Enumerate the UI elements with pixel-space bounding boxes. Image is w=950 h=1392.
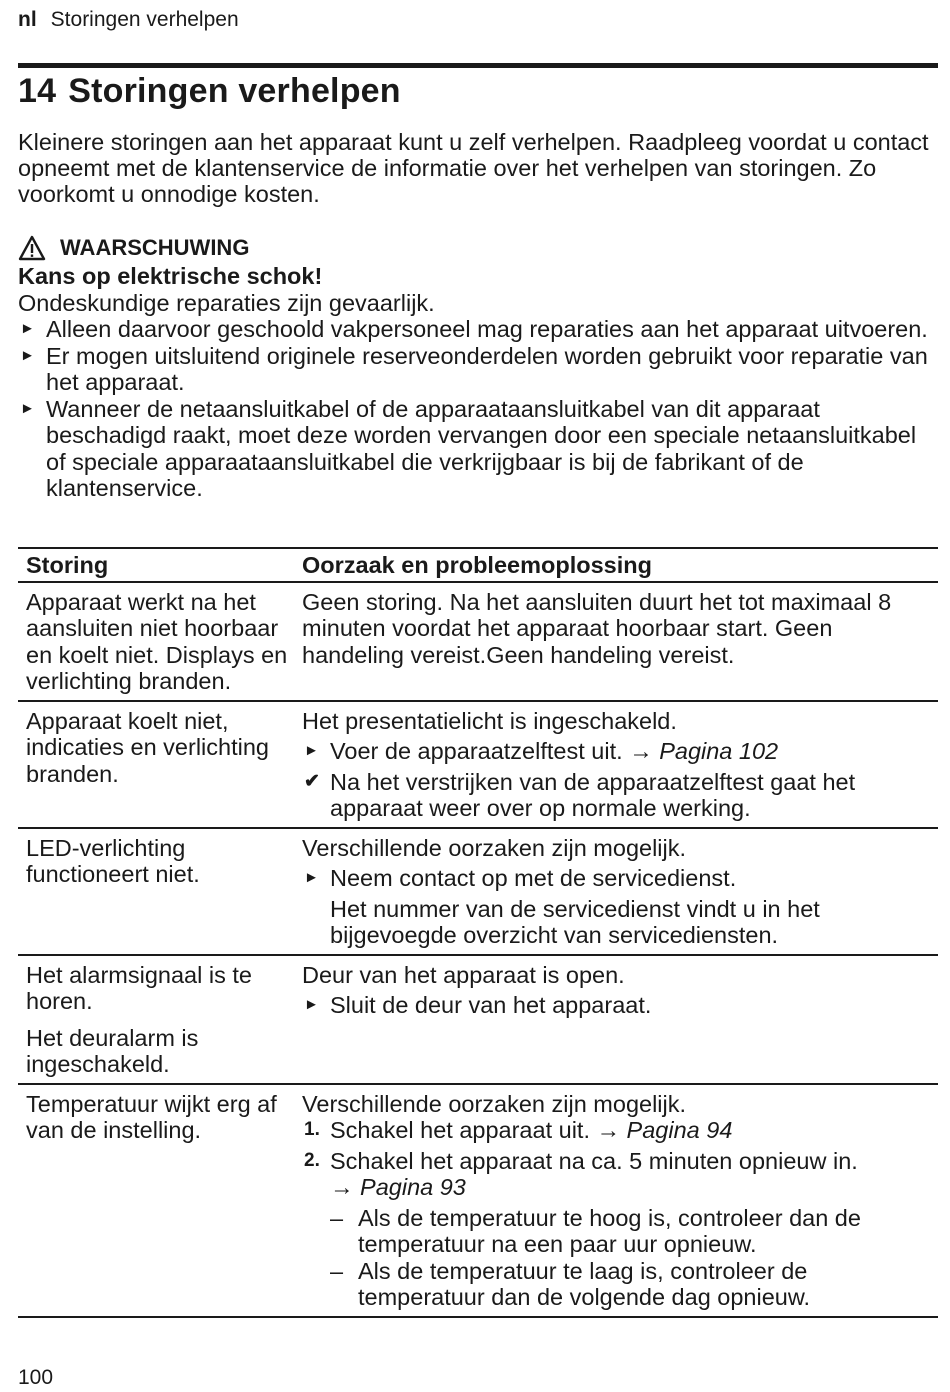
running-header-title: Storingen verhelpen	[50, 8, 239, 31]
action-step	[302, 992, 932, 1019]
arrow-right-icon: →	[629, 738, 653, 764]
page-number: 100	[18, 1366, 54, 1389]
cause-cell	[294, 955, 938, 1084]
numbered-step	[302, 1117, 932, 1144]
bullet-triangle-icon: ►	[304, 742, 319, 759]
warning-bullet	[18, 343, 938, 396]
warning-bullet-text: Er mogen uitsluitend originele reserveonderdelen worden gebruikt voor reparatie van het apparaat.	[46, 342, 928, 395]
step-number: 1.	[304, 1119, 320, 1140]
action-step	[302, 865, 932, 892]
fault-cell	[18, 1084, 294, 1317]
column-header-fault: Storing	[18, 548, 294, 582]
checkmark-icon: ✔	[304, 770, 320, 792]
sub-item-text: Als de temperatuur te laag is, controleer de temperatuur dan de volgende dag opnieuw.	[358, 1257, 811, 1310]
bullet-triangle-icon: ►	[20, 399, 35, 417]
table-row	[18, 955, 938, 1084]
cause-text: Het presentatielicht is ingeschakeld.	[302, 707, 677, 734]
warning-bullet-text: Alleen daarvoor geschoold vakpersoneel mag reparaties aan het apparaat uitvoeren.	[46, 316, 928, 342]
sub-item-text: Als de temperatuur te hoog is, controleer dan de temperatuur na een paar uur opnieuw.	[358, 1204, 861, 1257]
warning-icon	[18, 235, 46, 261]
chapter-number: 14	[18, 72, 57, 110]
fault-text: LED-verlichting functioneert niet.	[26, 834, 200, 887]
warning-label: WAARSCHUWING	[60, 234, 250, 260]
table-header-row	[18, 548, 938, 582]
page-reference[interactable]: Pagina 93	[360, 1174, 466, 1200]
bullet-triangle-icon: ►	[20, 320, 35, 337]
fault-cell	[18, 955, 294, 1084]
step-text: Schakel het apparaat na ca. 5 minuten opnieuw in.	[330, 1147, 858, 1174]
warning-bullet-text: Wanneer de netaansluitkabel of de apparaataansluitkabel van dit apparaat beschadigd raakt, moet deze worden vervangen door een speciale netaansluitkabel of speciale apparaataansluitkabel die verkrijgbaar is bij de fabrikant of de klantenservice.	[46, 395, 917, 501]
intro-paragraph: Kleinere storingen aan het apparaat kunt u zelf verhelpen. Raadpleeg voordat u contact opneemt met de klantenservice de informatie over het verhelpen van storingen. Zo voorkomt u onnodige kosten.	[18, 129, 929, 207]
step-text: Schakel het apparaat uit.	[330, 1117, 590, 1143]
action-step	[302, 738, 932, 765]
arrow-right-icon: →	[596, 1117, 621, 1143]
action-text: Neem contact op met de servicedienst.	[330, 865, 737, 891]
numbered-step	[302, 1148, 932, 1201]
cause-cell	[294, 828, 938, 955]
running-header	[18, 8, 239, 32]
chapter-title-text: Storingen verhelpen	[68, 72, 401, 110]
action-text: Voer de apparaatzelftest uit.	[330, 738, 623, 764]
cause-text: Geen storing. Na het aansluiten duurt het tot maximaal 8 minuten voordat het apparaat hoorbaar start. Geen handeling vereist.Geen handeling vereist.	[302, 588, 892, 668]
cause-text: Verschillende oorzaken zijn mogelijk.	[302, 1090, 687, 1117]
cause-text: Verschillende oorzaken zijn mogelijk.	[302, 834, 687, 861]
header-rule	[18, 63, 938, 68]
sub-item	[302, 1205, 932, 1258]
fault-text: Apparaat werkt na het aansluiten niet hoorbaar en koelt niet. Displays en verlichting branden.	[26, 588, 288, 694]
action-text: Sluit de deur van het apparaat.	[330, 992, 652, 1018]
sub-item	[302, 1258, 932, 1311]
warning-block	[18, 233, 938, 502]
cause-cell	[294, 1084, 938, 1317]
fault-text: Apparaat koelt niet, indicaties en verlichting branden.	[26, 707, 269, 787]
result-text: Na het verstrijken van de apparaatzelftest gaat het apparaat weer over op normale werking.	[330, 768, 856, 821]
page-reference[interactable]: Pagina 94	[626, 1117, 733, 1143]
cause-cell	[294, 582, 938, 701]
warning-title	[18, 233, 938, 263]
step-number: 2.	[304, 1149, 320, 1171]
fault-cell	[18, 701, 294, 828]
chapter-title	[18, 72, 401, 111]
bullet-triangle-icon: ►	[304, 869, 319, 886]
note-text: Het nummer van de servicedienst vindt u in het bijgevoegde overzicht van servicediensten.	[330, 895, 820, 948]
fault-cell	[18, 828, 294, 955]
fault-text: Het alarmsignaal is te horen.	[26, 961, 252, 1014]
dash-icon: –	[330, 1204, 344, 1231]
bullet-triangle-icon: ►	[20, 346, 35, 364]
fault-cell	[18, 582, 294, 701]
cause-cell	[294, 701, 938, 828]
table-row	[18, 1084, 938, 1317]
table-row	[18, 582, 938, 701]
fault-text: Temperatuur wijkt erg af van de instelling.	[26, 1090, 277, 1143]
table-row	[18, 701, 938, 828]
fault-text: Het deuralarm is ingeschakeld.	[26, 1024, 199, 1077]
page-reference[interactable]: Pagina 102	[659, 738, 779, 764]
dash-icon: –	[330, 1257, 344, 1284]
result-step	[302, 769, 932, 822]
warning-heading: Kans op elektrische schok!	[18, 263, 323, 289]
table-row	[18, 828, 938, 955]
language-code: nl	[18, 8, 37, 31]
warning-bullet	[18, 316, 938, 343]
cause-text: Deur van het apparaat is open.	[302, 961, 625, 988]
warning-text: Ondeskundige reparaties zijn gevaarlijk.	[18, 289, 435, 316]
bullet-triangle-icon: ►	[304, 996, 319, 1013]
arrow-right-icon: →	[330, 1174, 354, 1200]
troubleshooting-table	[18, 547, 938, 1318]
column-header-cause: Oorzaak en probleemoplossing	[294, 548, 938, 582]
warning-bullet	[18, 396, 938, 502]
